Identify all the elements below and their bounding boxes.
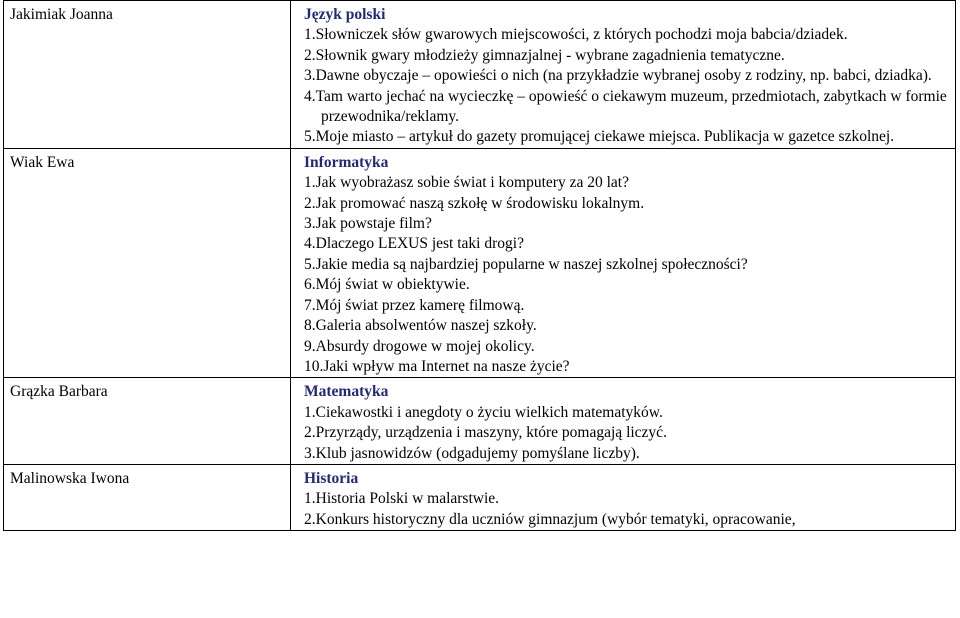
teacher-name: Grązka Barbara xyxy=(10,383,108,401)
table-body xyxy=(4,1,956,531)
subject-heading: Informatyka xyxy=(304,153,389,171)
topic-item: 1.Jak wyobrażasz sobie świat i komputery za 20 lat? xyxy=(304,174,629,192)
topic-item: 1.Słowniczek słów gwarowych miejscowości, z których pochodzi moja babcia/dziadek. xyxy=(304,26,848,44)
topic-item: 3.Dawne obyczaje – opowieści o nich (na przykładzie wybranej osoby z rodziny, np. babci, dziadka). xyxy=(304,67,932,85)
topic-item: 5.Jakie media są najbardziej popularne w naszej szkolnej społeczności? xyxy=(304,255,748,273)
teacher-name: Jakimiak Joanna xyxy=(10,6,113,23)
topic-item: 7.Mój świat przez kamerę filmową. xyxy=(304,296,525,314)
topics-cell xyxy=(291,378,956,465)
subject-heading: Historia xyxy=(304,469,359,487)
teacher-cell xyxy=(4,148,291,377)
topic-item: 1.Historia Polski w malarstwie. xyxy=(304,490,500,508)
topic-item: 5.Moje miasto – artykuł do gazety promującej ciekawe miejsca. Publikacja w gazetce szkolnej. xyxy=(304,128,895,146)
teacher-cell xyxy=(4,1,291,149)
topic-item: 1.Ciekawostki i anegdoty o życiu wielkich matematyków. xyxy=(304,403,663,421)
table-row xyxy=(4,1,956,149)
topic-item: 9.Absurdy drogowe w mojej okolicy. xyxy=(304,337,535,355)
topic-item: 2.Jak promować naszą szkołę w środowisku lokalnym. xyxy=(304,194,645,212)
topic-item: 3.Jak powstaje film? xyxy=(304,215,432,233)
topic-item: 10.Jaki wpływ ma Internet na nasze życie? xyxy=(304,357,570,375)
table-row xyxy=(4,378,956,465)
topic-item: 2.Słownik gwary młodzieży gimnazjalnej - wybrane zagadnienia tematyczne. xyxy=(304,46,785,64)
topics-cell xyxy=(291,148,956,377)
teacher-name: Malinowska Iwona xyxy=(10,469,130,487)
teacher-cell xyxy=(4,464,291,530)
topic-item: 8.Galeria absolwentów naszej szkoły. xyxy=(304,317,537,335)
topics-cell xyxy=(291,1,956,149)
subject-heading: Język polski xyxy=(304,6,386,23)
topic-item: 4.Tam warto jechać na wycieczkę – opowieść o ciekawym muzeum, przedmiotach, zabytkach w formie przewodnika/reklamy. xyxy=(304,87,947,126)
table-row xyxy=(4,148,956,377)
table-row xyxy=(4,464,956,530)
topic-item: 2.Przyrządy, urządzenia i maszyny, które pomagają liczyć. xyxy=(304,424,667,442)
topic-item: 2.Konkurs historyczny dla uczniów gimnazjum (wybór tematyki, opracowanie, xyxy=(304,510,796,528)
subject-heading: Matematyka xyxy=(304,383,389,401)
topics-cell xyxy=(291,464,956,530)
project-table xyxy=(3,0,956,531)
teacher-name: Wiak Ewa xyxy=(10,153,75,171)
teacher-cell xyxy=(4,378,291,465)
topic-item: 6.Mój świat w obiektywie. xyxy=(304,276,470,294)
topic-item: 3.Klub jasnowidzów (odgadujemy pomyślane liczby). xyxy=(304,444,640,462)
topic-item: 4.Dlaczego LEXUS jest taki drogi? xyxy=(304,235,524,253)
